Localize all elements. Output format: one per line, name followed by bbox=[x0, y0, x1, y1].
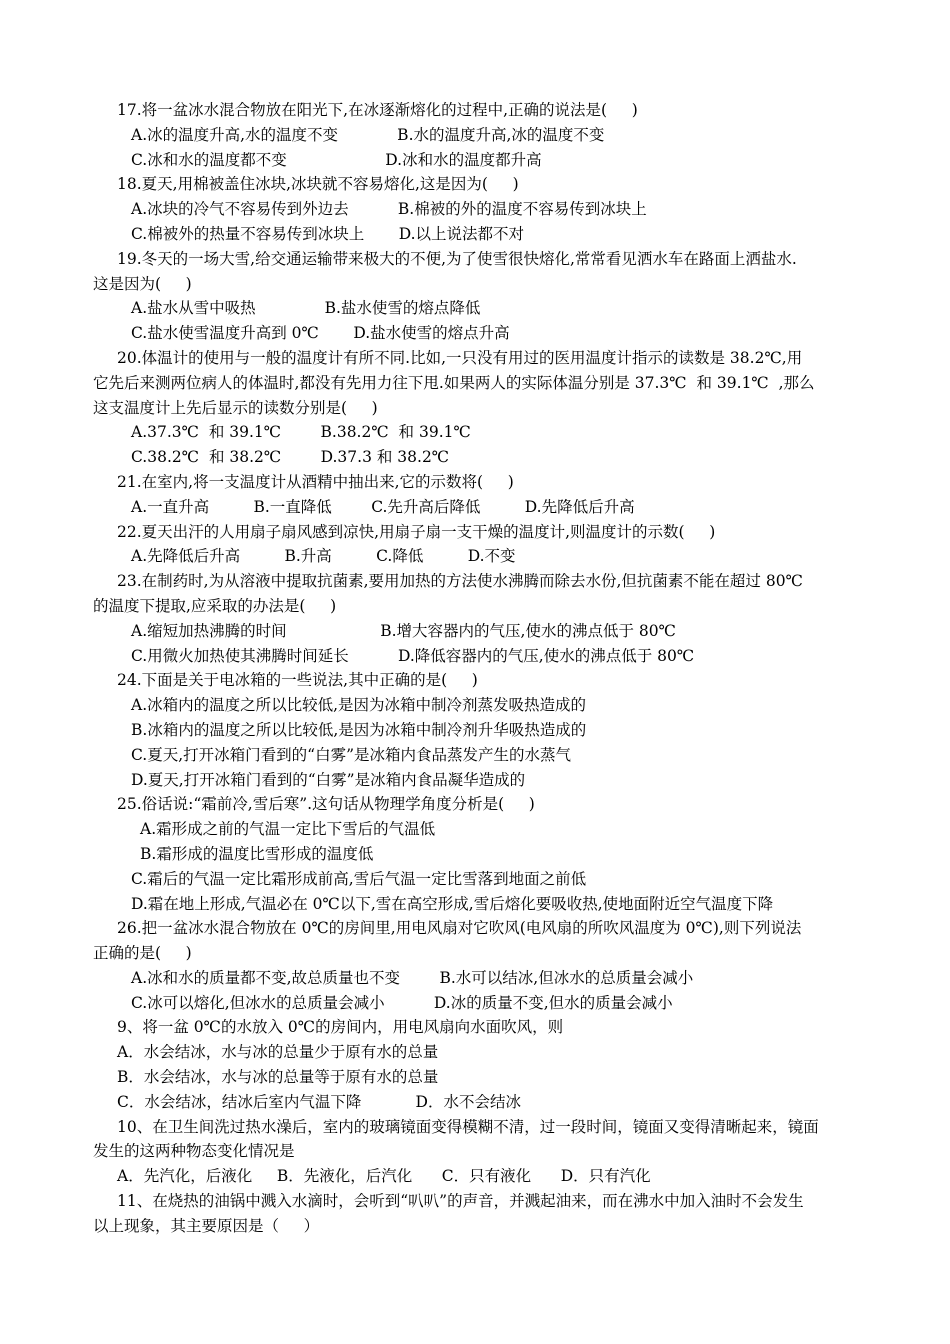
question-line: 25.俗话说:“霜前冷,雪后寒”.这句话从物理学角度分析是( ) bbox=[117, 795, 535, 814]
question-continuation: 它先后来测两位病人的体温时,都没有先用力往下甩.如果两人的实际体温分别是 37.3℃ 和 39.1℃ ,那么 bbox=[93, 373, 815, 392]
option-line: A.冰块的冷气不容易传到外边去 B.棉被的外的温度不容易传到冰块上 bbox=[131, 200, 647, 219]
option-line: C.棉被外的热量不容易传到冰块上 D.以上说法都不对 bbox=[131, 224, 525, 243]
question-line: 17.将一盆冰水混合物放在阳光下,在冰逐渐熔化的过程中,正确的说法是( ) bbox=[117, 101, 638, 119]
question-continuation: 这支温度计上先后显示的读数分别是( ) bbox=[93, 398, 378, 417]
option-line: A.霜形成之前的气温一定比下雪后的气温低 bbox=[140, 820, 436, 839]
option-line: C.用微火加热使其沸腾时间延长 D.降低容器内的气压,使水的沸点低于 80℃ bbox=[131, 646, 695, 665]
question-line: 19.冬天的一场大雪,给交通运输带来极大的不便,为了使雪很快熔化,常常看见洒水车在路面上洒盐水. bbox=[117, 249, 797, 268]
option-line: C.夏天,打开冰箱门看到的“白雾”是冰箱内食品蒸发产生的水蒸气 bbox=[131, 745, 572, 764]
question-line: 18.夏天,用棉被盖住冰块,冰块就不容易熔化,这是因为( ) bbox=[117, 175, 519, 194]
option-line: D.夏天,打开冰箱门看到的“白雾”是冰箱内食品凝华造成的 bbox=[131, 770, 526, 789]
option-line: B.霜形成的温度比雪形成的温度低 bbox=[140, 844, 374, 863]
question-line: 21.在室内,将一支温度计从酒精中抽出来,它的示数将( ) bbox=[117, 472, 514, 491]
option-line: C.霜后的气温一定比霜形成前高,雪后气温一定比雪落到地面之前低 bbox=[131, 869, 587, 888]
question-line: 9、将一盆 0℃的水放入 0℃的房间内，用电风扇向水面吹风，则 bbox=[117, 1018, 564, 1037]
option-line: A.缩短加热沸腾的时间 B.增大容器内的气压,使水的沸点低于 80℃ bbox=[131, 621, 676, 640]
option-line: B．水会结冰，水与冰的总量等于原有水的总量 bbox=[117, 1068, 439, 1087]
option-line: A.37.3℃ 和 39.1℃ B.38.2℃ 和 39.1℃ bbox=[131, 423, 471, 442]
question-line: 10、在卫生间洗过热水澡后，室内的玻璃镜面变得模糊不清，过一段时间，镜面又变得清晰起来，镜面 bbox=[117, 1117, 819, 1136]
document-page bbox=[93, 98, 863, 1239]
option-line: C.冰可以熔化,但冰水的总质量会减小 D.冰的质量不变,但水的质量会减小 bbox=[131, 993, 673, 1012]
option-line: C.盐水使雪温度升高到 0℃ D.盐水使雪的熔点升高 bbox=[131, 324, 510, 343]
question-line: 20.体温计的使用与一般的温度计有所不同.比如,一只没有用过的医用温度计指示的读数是 38.2℃,用 bbox=[117, 348, 803, 367]
question-line: 23.在制药时,为从溶液中提取抗菌素,要用加热的方法使水沸腾而除去水份,但抗菌素不能在超过 80℃ bbox=[117, 572, 803, 591]
question-continuation: 这是因为( ) bbox=[93, 274, 192, 293]
option-line: A．水会结冰，水与冰的总量少于原有水的总量 bbox=[117, 1043, 439, 1062]
option-line: A.盐水从雪中吸热 B.盐水使雪的熔点降低 bbox=[131, 299, 481, 318]
option-line: C．水会结冰，结冰后室内气温下降 D．水不会结冰 bbox=[117, 1092, 521, 1111]
question-continuation: 正确的是( ) bbox=[93, 944, 192, 963]
option-line: C.38.2℃ 和 38.2℃ D.37.3 和 38.2℃ bbox=[131, 448, 450, 467]
question-line: 11、在烧热的油锅中溅入水滴时，会听到“叭叭”的声音，并溅起油来，而在沸水中加入油时不会发生 bbox=[117, 1192, 804, 1211]
option-line: C.冰和水的温度都不变 D.冰和水的温度都升高 bbox=[131, 150, 542, 169]
question-continuation: 的温度下提取,应采取的办法是( ) bbox=[93, 596, 337, 615]
option-line: A.冰的温度升高,水的温度不变 B.水的温度升高,冰的温度不变 bbox=[131, 125, 605, 144]
option-line: A.先降低后升高 B.升高 C.降低 D.不变 bbox=[131, 547, 516, 566]
option-line: A.冰箱内的温度之所以比较低,是因为冰箱中制冷剂蒸发吸热造成的 bbox=[131, 696, 587, 715]
option-line: A.冰和水的质量都不变,故总质量也不变 B.水可以结冰,但冰水的总质量会减小 bbox=[131, 968, 694, 987]
question-continuation: 以上现象，其主要原因是（ ） bbox=[93, 1216, 320, 1235]
option-line: B.冰箱内的温度之所以比较低,是因为冰箱中制冷剂升华吸热造成的 bbox=[131, 720, 587, 739]
question-line: 22.夏天出汗的人用扇子扇风感到凉快,用扇子扇一支干燥的温度计,则温度计的示数( ) bbox=[117, 522, 716, 541]
option-line: D.霜在地上形成,气温必在 0℃以下,雪在高空形成,雪后熔化要吸收热,使地面附近空气温度下降 bbox=[131, 894, 774, 913]
question-line: 26.把一盆冰水混合物放在 0℃的房间里,用电风扇对它吹风(电风扇的所吹风温度为 0℃),则下列说法 bbox=[117, 919, 802, 938]
option-line: A．先汽化，后液化 B．先液化，后汽化 C．只有液化 D．只有汽化 bbox=[117, 1167, 651, 1186]
option-line: A.一直升高 B.一直降低 C.先升高后降低 D.先降低后升高 bbox=[131, 497, 635, 516]
question-line: 24.下面是关于电冰箱的一些说法,其中正确的是( ) bbox=[117, 671, 478, 690]
question-continuation: 发生的这两种物态变化情况是 bbox=[93, 1142, 295, 1161]
